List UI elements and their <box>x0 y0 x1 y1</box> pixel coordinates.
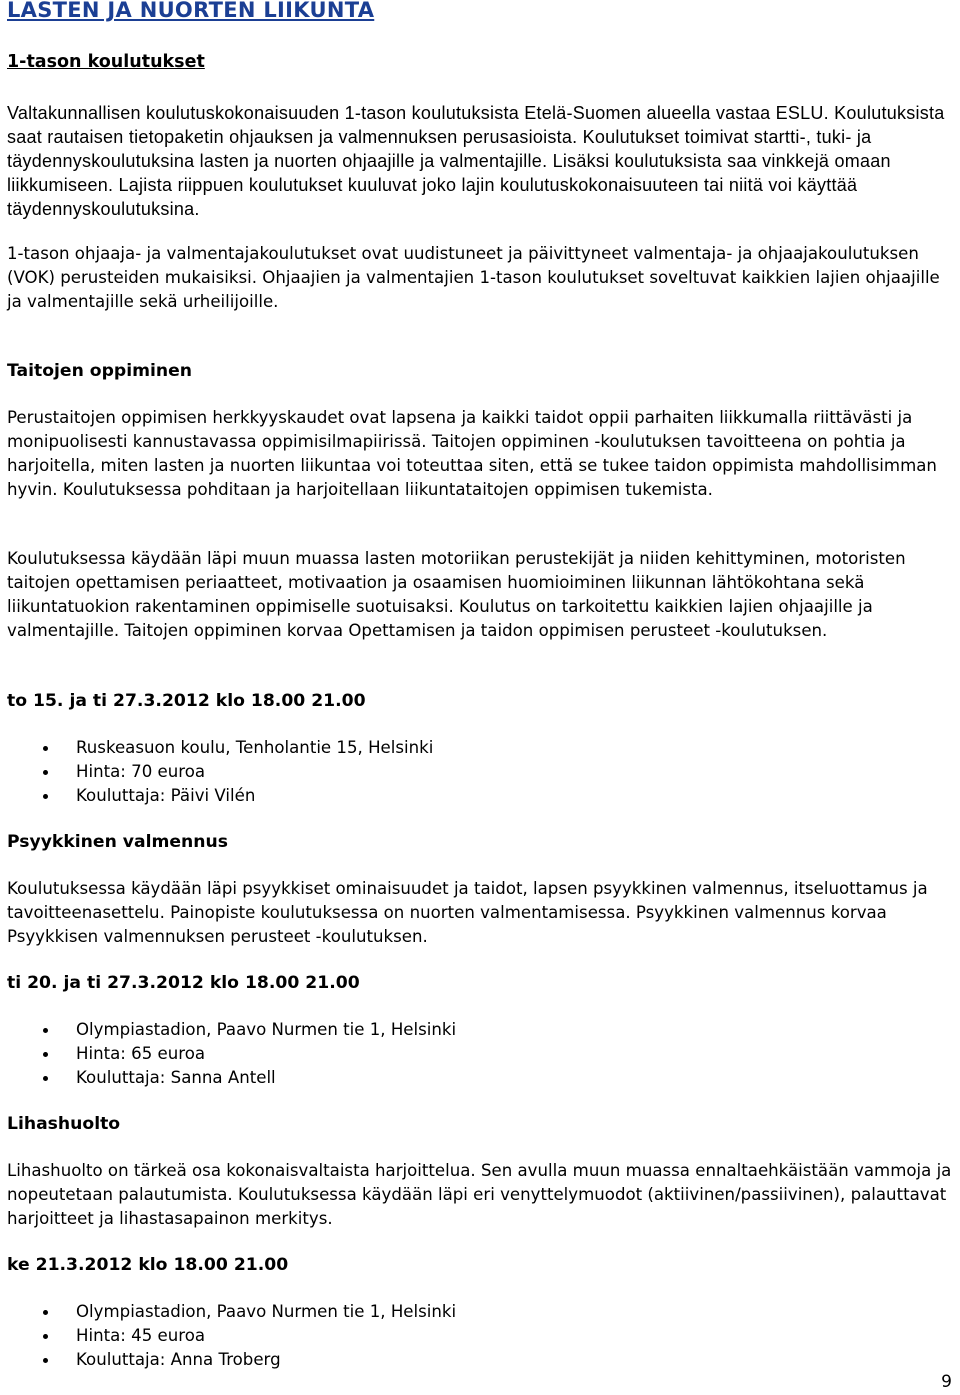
course-date: ke 21.3.2012 klo 18.00 21.00 <box>7 1255 289 1275</box>
list-item <box>7 760 433 784</box>
course-trainer: Kouluttaja: Anna Troberg <box>76 1350 281 1369</box>
bullet-icon <box>43 1076 48 1081</box>
intro-paragraph: Valtakunnallisen koulutuskokonaisuuden 1-tason koulutuksista Etelä-Suomen alueella vastaa ESLU. Koulutuksista saat rautaisen tietopaketin ohjauksen ja valmennuksen perusasioista. Koulutukset toimivat startti-, tuki- ja täydennyskoulutuksina lasten ja nuorten ohjaajille ja valmentajille. Lisäksi koulutuksista saa vinkkejä omaan liikkumiseen. Lajista riippuen koulutukset kuuluvat joko lajin koulutuskokonaisuuteen tai niitä voi käyttää täydennyskoulutuksina. <box>7 103 945 219</box>
bullet-icon <box>43 1358 48 1363</box>
list-item <box>7 1066 456 1090</box>
list-item <box>7 1324 456 1348</box>
bullet-icon <box>43 1334 48 1339</box>
course-trainer: Kouluttaja: Sanna Antell <box>76 1068 276 1087</box>
section-paragraph: Koulutuksessa käydään läpi psyykkiset ominaisuudet ja taidot, lapsen psyykkinen valmennus, itseluottamus ja tavoitteenasettelu. Painopiste koulutuksessa on nuorten valmentamisessa. Psyykkinen valmennus korvaa Psyykkisen valmennuksen perusteet -koulutuksen. <box>7 879 928 946</box>
course-location: Olympiastadion, Paavo Nurmen tie 1, Helsinki <box>76 1020 457 1039</box>
course-location: Olympiastadion, Paavo Nurmen tie 1, Helsinki <box>76 1302 457 1321</box>
course-date: to 15. ja ti 27.3.2012 klo 18.00 21.00 <box>7 691 366 711</box>
bullet-icon <box>43 1052 48 1057</box>
course-details-list <box>7 1018 456 1090</box>
bullet-icon <box>43 1310 48 1315</box>
list-item <box>7 1018 456 1042</box>
course-price: Hinta: 65 euroa <box>76 1044 206 1063</box>
course-details-list <box>7 736 433 808</box>
list-item <box>7 1300 456 1324</box>
section-heading-psyykkinen-valmennus: Psyykkinen valmennus <box>7 832 228 852</box>
course-date: ti 20. ja ti 27.3.2012 klo 18.00 21.00 <box>7 973 360 993</box>
course-details-list <box>7 1300 456 1372</box>
bullet-icon <box>43 794 48 799</box>
section-paragraph: Koulutuksessa käydään läpi muun muassa lasten motoriikan perustekijät ja niiden kehittyminen, motoristen taitojen opettamisen periaatteet, motivaation ja osaamisen huomioiminen liikunnan lähtökohtana sekä liikuntatuokion rakentaminen oppimiselle suotuisaksi. Koulutus on tarkoitettu kaikkien lajien ohjaajille ja valmentajille. Taitojen oppiminen korvaa Opettamisen ja taidon oppimisen perusteet -koulutuksen. <box>7 549 906 640</box>
page-number: 9 <box>941 1372 952 1392</box>
course-price: Hinta: 70 euroa <box>76 762 206 781</box>
section-subtitle: 1-tason koulutukset <box>7 52 205 72</box>
section-paragraph: Perustaitojen oppimisen herkkyyskaudet ovat lapsena ja kaikki taidot oppii parhaiten liikkumalla riittävästi ja monipuolisesti kannustavassa oppimisilmapiirissä. Taitojen oppiminen -koulutuksen tavoitteena on pohtia ja harjoitella, miten lasten ja nuorten liikuntaa voi toteuttaa siten, että se tukee taidon oppimista mahdollisimman hyvin. Koulutuksessa pohditaan ja harjoitellaan liikuntataitojen oppimisen tukemista. <box>7 408 937 499</box>
intro-paragraph-vok: 1-tason ohjaaja- ja valmentajakoulutukset ovat uudistuneet ja päivittyneet valmentaja- ja ohjaajakoulutuksen (VOK) perusteiden mukaisiksi. Ohjaajien ja valmentajien 1-tason koulutukset soveltuvat kaikkien lajien ohjaajille ja valmentajille sekä urheilijoille. <box>7 244 940 311</box>
bullet-icon <box>43 1028 48 1033</box>
list-item <box>7 736 433 760</box>
section-heading-lihashuolto: Lihashuolto <box>7 1114 121 1134</box>
course-price: Hinta: 45 euroa <box>76 1326 206 1345</box>
section-heading-taitojen-oppiminen: Taitojen oppiminen <box>7 361 193 381</box>
list-item <box>7 784 433 808</box>
list-item <box>7 1348 456 1372</box>
bullet-icon <box>43 746 48 751</box>
page-title: LASTEN JA NUORTEN LIIKUNTA <box>7 0 375 22</box>
course-location: Ruskeasuon koulu, Tenholantie 15, Helsinki <box>76 738 434 757</box>
bullet-icon <box>43 770 48 775</box>
section-paragraph: Lihashuolto on tärkeä osa kokonaisvaltaista harjoittelua. Sen avulla muun muassa ennaltaehkäistään vammoja ja nopeutetaan palautumista. Koulutuksessa käydään läpi eri venyttelymuodot (aktiivinen/passiivinen), palauttavat harjoitteet ja lihastasapainon merkitys. <box>7 1161 952 1228</box>
course-trainer: Kouluttaja: Päivi Vilén <box>76 786 256 805</box>
list-item <box>7 1042 456 1066</box>
